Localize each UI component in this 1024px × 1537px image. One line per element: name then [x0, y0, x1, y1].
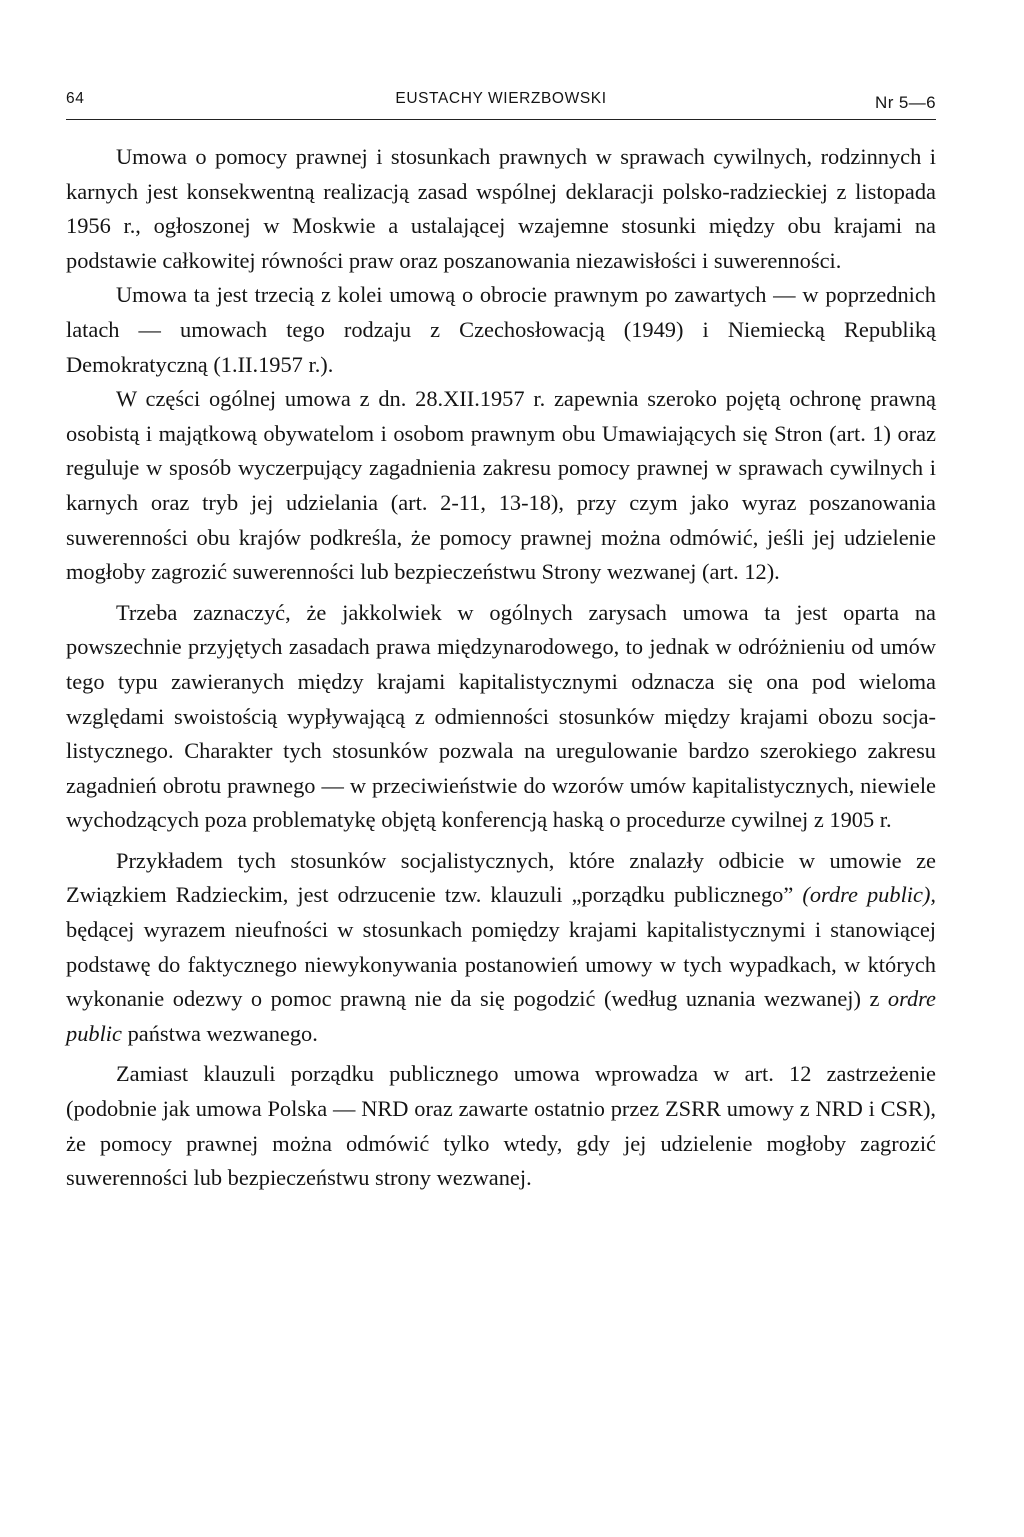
page-number: 64	[66, 90, 85, 107]
document-page	[66, 0, 936, 1537]
running-header	[66, 86, 936, 116]
paragraph-2: Umowa ta jest trzecią z kolei umową o obrocie prawnym po zawartych — w poprzednich latach — umowach tego rodzaju z Czechosłowacją (1949) i Niemiecką Republiką Demokratyczną (1.II.1957 r.).	[66, 282, 936, 377]
paragraph-5-text-c: państwa wezwanego.	[121, 1020, 318, 1046]
paragraph-5-text-b: będącej wyrazem nieufności w stosunkach pomiędzy krajami kapitalistycznymi i stanowiącej podstawę do faktycznego niewykonywania postanowień umowy w tych wypadkach, w których wykonanie odezwy o pomoc prawną nie da się pogodzić (według uznania wezwanej) z	[66, 917, 936, 1012]
running-title: EUSTACHY WIERZBOWSKI	[395, 90, 607, 107]
article-body	[66, 140, 936, 1196]
paragraph-1: Umowa o pomocy prawnej i stosunkach prawnych w sprawach cywilnych, rodzinnych i karnych jest konsekwentną realizacją zasad wspólnej deklaracji polsko-radzieckiej z listopada 1956 r., ogłoszonej w Moskwie a ustalającej wzajemne stosunki między obu krajami na podstawie całkowitej równości praw oraz poszanowania niezawisłości i suwerenności.	[66, 144, 936, 273]
paragraph-5	[66, 844, 936, 1052]
paragraph-6: Zamiast klauzuli porządku publicznego umowa wprowadza w art. 12 zastrzeżenie (podobnie jak umowa Polska — NRD oraz zawarte ostatnio przez ZSRR umowy z NRD i CSR), że pomocy prawnej można odmówić tylko wtedy, gdy jej udzielenie mogłoby zagrozić suwerenności lub bezpieczeństwu strony wezwanej.	[66, 1061, 936, 1191]
issue-number: Nr 5—6	[875, 93, 936, 112]
header-rule	[66, 119, 936, 120]
paragraph-5-text-a: Przykładem tych stosunków socjalistycznych, które znalazły odbicie w umowie ze Związkiem Radzieckim, jest odrzucenie tzw. klauzuli „porządku publicznego”	[66, 847, 936, 908]
paragraph-3: W części ogólnej umowa z dn. 28.XII.1957 r. zapewnia szeroko pojętą ochronę prawną osobistą i majątkową obywatelom i osobom prawnym obu Umawiających się Stron (art. 1) oraz reguluje w sposób wyczerpujący zagadnienia zakresu pomocy prawnej w sprawach cywilnych i karnych oraz tryb jej udzielania (art. 2-11, 13-18), przy czym jako wyraz poszanowania suwerenności obu krajów podkreśla, że pomocy prawnej można odmówić, jeśli jej udzielenie mogłoby zagrozić suwerenności lub bezpieczeństwu Strony wezwanej (art. 12).	[66, 386, 936, 585]
paragraph-5-italic-ordre-public-1: (ordre public),	[802, 882, 937, 908]
paragraph-4: Trzeba zaznaczyć, że jakkolwiek w ogólnych zarysach umowa ta jest oparta na powszechnie przyjętych zasadach prawa międzynarodowego, to jednak w odróżnieniu od umów tego typu zawieranych między krajami kapitalistycznymi odznacza się ona pod wieloma względami swoistością wypływającą z odmienności stosunków między krajami obozu socjalistycznego. Charakter tych stosunków pozwala na uregulowanie bardzo szerokiego zakresu zagadnień obrotu prawnego — w przeciwieństwie do wzorów umów kapitalistycznych, niewiele wychodzących poza problematykę objętą konferencją haską o procedurze cywilnej z 1905 r.	[66, 599, 936, 833]
paragraph-5-italic-ordre-public-2: ordre public	[66, 986, 936, 1046]
